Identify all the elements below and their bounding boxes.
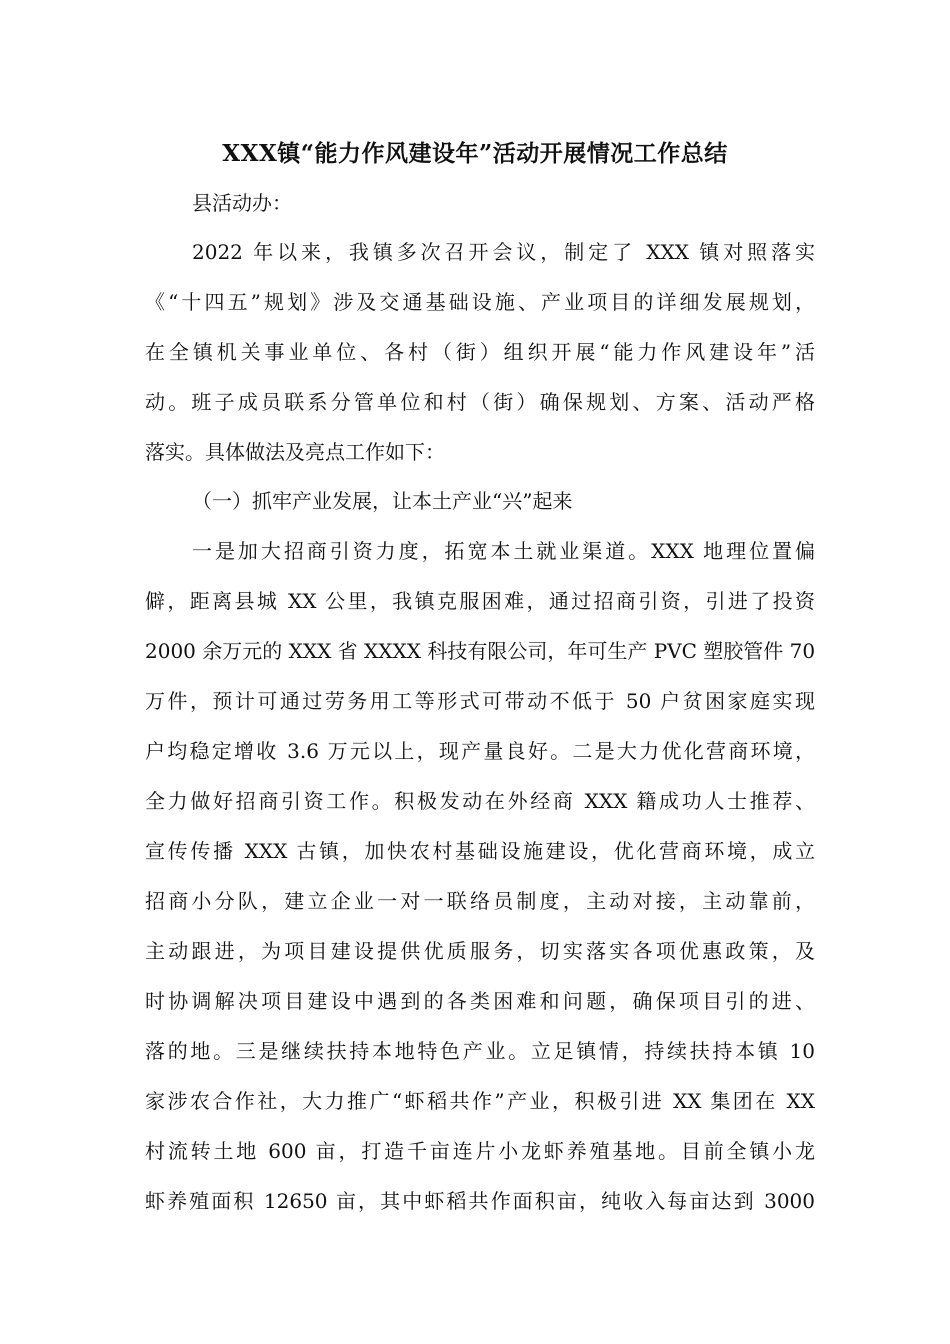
- text-line: 家涉农合作社，大力推广“虾稻共作”产业，积极引进 XX 集团在 XX: [145, 1089, 815, 1113]
- text-line: 万件，预计可通过劳务用工等形式可带动不低于 50 户贫困家庭实现: [145, 689, 815, 713]
- text-line: 宣传传播 XXX 古镇，加快农村基础设施建设，优化营商环境，成立: [145, 839, 815, 863]
- text-line: 一是加大招商引资力度，拓宽本土就业渠道。XXX 地理位置偏: [192, 539, 815, 563]
- section-heading: （一）抓牢产业发展，让本土产业“兴”起来: [192, 489, 573, 513]
- salutation: 县活动办：: [192, 191, 292, 215]
- text-line: 僻，距离县城 XX 公里，我镇克服困难，通过招商引资，引进了投资: [145, 589, 815, 613]
- document-title: XXX镇“能力作风建设年”活动开展情况工作总结: [222, 140, 728, 167]
- text-line: 招商小分队，建立企业一对一联络员制度，主动对接，主动靠前，: [145, 889, 815, 913]
- text-line: 村流转土地 600 亩，打造千亩连片小龙虾养殖基地。目前全镇小龙: [145, 1139, 815, 1163]
- text-line: 户均稳定增收 3.6 万元以上，现产量良好。二是大力优化营商环境，: [145, 739, 815, 763]
- text-line: 落的地。三是继续扶持本地特色产业。立足镇情，持续扶持本镇 10: [145, 1039, 815, 1063]
- text-line: 落实。具体做法及亮点工作如下：: [145, 440, 445, 464]
- text-line: 在全镇机关事业单位、各村（街）组织开展“能力作风建设年”活: [145, 340, 815, 364]
- text-line: 时协调解决项目建设中遇到的各类困难和问题，确保项目引的进、: [145, 989, 815, 1013]
- text-line: 2022 年以来，我镇多次召开会议，制定了 XXX 镇对照落实: [192, 240, 815, 264]
- text-line: 虾养殖面积 12650 亩，其中虾稻共作面积亩，纯收入每亩达到 3000: [145, 1189, 815, 1213]
- text-line: 2000 余万元的 XXX 省 XXXX 科技有限公司，年可生产 PVC 塑胶管件 70: [145, 639, 816, 663]
- text-line: 《“十四五”规划》涉及交通基础设施、产业项目的详细发展规划，: [145, 290, 815, 314]
- text-line: 全力做好招商引资工作。积极发动在外经商 XXX 籍成功人士推荐、: [145, 789, 815, 813]
- text-line: 主动跟进，为项目建设提供优质服务，切实落实各项优惠政策，及: [145, 939, 815, 963]
- text-line: 动。班子成员联系分管单位和村（街）确保规划、方案、活动严格: [145, 390, 815, 414]
